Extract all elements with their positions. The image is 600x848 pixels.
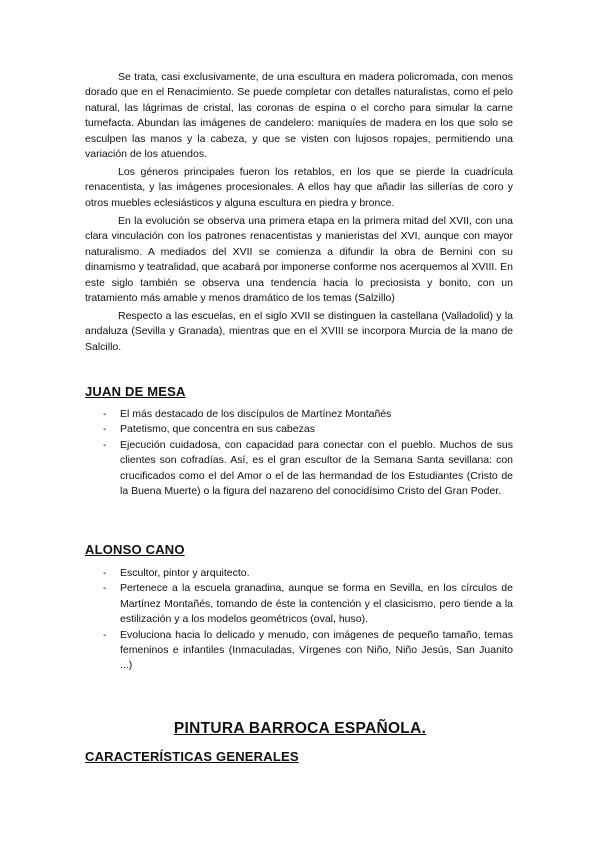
list-item: - Patetismo, que concentra en sus cabezas [103, 422, 513, 437]
section-title: PINTURA BARROCA ESPAÑOLA. [173, 720, 427, 737]
list-item: - Evoluciona hacia lo delicado y menudo, con imágenes de pequeño tamaño, temas femeninos e infantiles (Inmaculadas, Vírgenes con Niño, Niño Jesús, San Juanito ...) [103, 628, 513, 674]
list-item: - Pertenece a la escuela granadina, aunque se forma en Sevilla, en los círculos de Martínez Montañés, tomando de éste la contención y el clasicismo, pero tiende a la estilización y a los modelos geométricos (oval, huso). [103, 581, 513, 627]
list-item: - Escultor, pintor y arquitecto. [103, 566, 513, 581]
list-alonso-cano [103, 566, 513, 674]
heading-juan-de-mesa: JUAN DE MESA [85, 384, 186, 399]
paragraph-evolution: En la evolución se observa una primera etapa en la primera mitad del XVII, con una clara vinculación con los patrones renacentistas y manieristas del XVI, aunque con mayor naturalismo. A mediados del XVII se comienza a difundir la obra de Bernini con su dinamismo y teatralidad, que acabará por imponerse conforme nos acerquemos al XVIII. En este siglo también se observa una tendencia hacia lo preciosista y bonito, con un tratamiento más amable y menos dramático de los temas (Salzillo) [85, 215, 513, 305]
subsection-title: CARACTERÍSTICAS GENERALES [85, 749, 299, 764]
list-item: - Ejecución cuidadosa, con capacidad para conectar con el pueblo. Muchos de sus clientes son cofradías. Así, es el gran escultor de la Semana Santa sevillana: con crucificados como el del Amor o el de las hermandad de los Estudiantes (Cristo de la Buena Muerte) o la figura del nazareno del conocidísimo Cristo del Gran Poder. [103, 438, 513, 500]
paragraph-materials: Se trata, casi exclusivamente, de una escultura en madera policromada, con menos dorado que en el Renacimiento. Se puede completar con detalles naturalistas, como el pelo natural, las lágrimas de cristal, las coronas de espina o el corcho para simular la carne tumefacta. Abundan las imágenes de candelero: maniquíes de madera en los que solo se esculpen las manos y la cabeza, y que se visten con lujosos ropajes, permitiendo una variación de los atuendos. [85, 71, 513, 161]
list-juan-de-mesa [103, 407, 513, 499]
heading-alonso-cano: ALONSO CANO [85, 542, 185, 557]
paragraph-schools: Respecto a las escuelas, en el siglo XVII se distinguen la castellana (Valladolid) y la andaluza (Sevilla y Granada), mientras que en el XVIII se incorpora Murcia de la mano de Salcillo. [85, 310, 513, 353]
paragraph-genres: Los géneros principales fueron los retablos, en los que se pierde la cuadrícula renacentista, y las imágenes procesionales. A ellos hay que añadir las sillerías de coro y otros muebles eclesiásticos y alguna escultura en piedra y bronce. [85, 166, 513, 209]
list-item: - El más destacado de los discípulos de Martínez Montañés [103, 407, 513, 422]
